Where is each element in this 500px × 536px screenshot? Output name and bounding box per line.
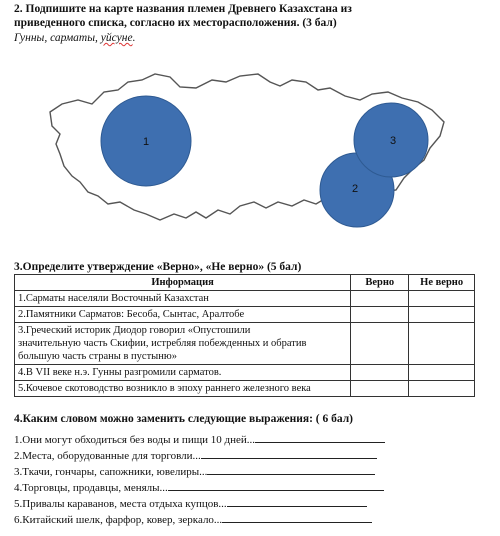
statement-3-line3: большую часть страны в пустыню»: [18, 351, 177, 362]
map-circle-2-label: 2: [351, 183, 359, 195]
phrase-item-5: [14, 496, 367, 511]
table-row: [15, 381, 475, 397]
question-2-title-line1: 2. Подпишите на карте названия племен Древнего Казахстана из: [14, 3, 352, 15]
statement-3-line1: 3.Греческий историк Диодор говорил «Опустошили: [18, 325, 251, 336]
phrase-item-6: [14, 512, 372, 527]
tribe-list-prefix: Гунны, сарматы,: [14, 32, 101, 44]
map-marker-3[interactable]: [354, 103, 428, 177]
question-2-title: [14, 2, 352, 30]
statements-table: [14, 274, 475, 397]
table-row: [15, 323, 475, 365]
phrase-text-3: 3.Ткачи, гончары, сапожники, ювелиры...: [14, 466, 208, 478]
false-cell-3[interactable]: [409, 323, 475, 365]
statement-4: 4.В VII веке н.э. Гунны разгромили сарматов.: [15, 365, 351, 381]
true-cell-2[interactable]: [351, 307, 409, 323]
header-info: Информация: [15, 275, 351, 291]
phrase-text-2: 2.Места, оборудованные для торговли...: [14, 450, 201, 462]
phrase-text-1: 1.Они могут обходиться без воды и пищи 10 дней...: [14, 434, 256, 446]
kazakhstan-map: [0, 52, 500, 252]
question-4-title: 4.Каким словом можно заменить следующие выражения: ( 6 бал): [14, 413, 354, 425]
statement-2: 2.Памятники Сарматов: Бесоба, Сынтас, Аралтобе: [15, 307, 351, 323]
answer-blank-5[interactable]: [227, 496, 367, 507]
question-2-title-line2: приведенного списка, согласно их месторасположения. (3 бал): [14, 17, 337, 29]
map-circle-1-label: 1: [142, 136, 150, 148]
tribe-list-last: уйсуне: [100, 32, 133, 44]
answer-blank-1[interactable]: [255, 432, 385, 443]
true-cell-1[interactable]: [351, 291, 409, 307]
tribe-list-suffix: .: [132, 32, 136, 44]
map-circle-3-label: 3: [389, 135, 397, 147]
answer-blank-3[interactable]: [207, 464, 375, 475]
table-row: [15, 307, 475, 323]
phrase-text-5: 5.Привалы караванов, места отдыха купцов...: [14, 498, 227, 510]
statement-3-line2: значительную часть Скифии, истребляя побежденных и обратив: [18, 338, 307, 349]
phrase-item-1: [14, 432, 385, 447]
phrase-item-3: [14, 464, 375, 479]
false-cell-4[interactable]: [409, 365, 475, 381]
table-row: [15, 365, 475, 381]
table-row: [15, 291, 475, 307]
answer-blank-4[interactable]: [168, 480, 384, 491]
statement-1: 1.Сарматы населяли Восточный Казахстан: [15, 291, 351, 307]
header-false: Не верно: [409, 275, 475, 291]
false-cell-1[interactable]: [409, 291, 475, 307]
phrase-text-6: 6.Китайский шелк, фарфор, ковер, зеркало...: [14, 514, 223, 526]
false-cell-5[interactable]: [409, 381, 475, 397]
question-3-title: 3.Определите утверждение «Верно», «Не верно» (5 бал): [14, 261, 302, 273]
statement-3: [15, 323, 351, 365]
header-true: Верно: [351, 275, 409, 291]
true-cell-4[interactable]: [351, 365, 409, 381]
false-cell-2[interactable]: [409, 307, 475, 323]
true-cell-5[interactable]: [351, 381, 409, 397]
answer-blank-2[interactable]: [201, 448, 377, 459]
phrase-item-4: [14, 480, 384, 495]
answer-blank-6[interactable]: [222, 512, 372, 523]
map-marker-1[interactable]: [101, 96, 191, 186]
true-cell-3[interactable]: [351, 323, 409, 365]
table-header-row: [15, 275, 475, 291]
statement-5: 5.Кочевое скотоводство возникло в эпоху раннего железного века: [15, 381, 351, 397]
phrase-text-4: 4.Торговцы, продавцы, менялы...: [14, 482, 168, 494]
phrase-item-2: [14, 448, 377, 463]
tribe-list: [14, 32, 135, 44]
